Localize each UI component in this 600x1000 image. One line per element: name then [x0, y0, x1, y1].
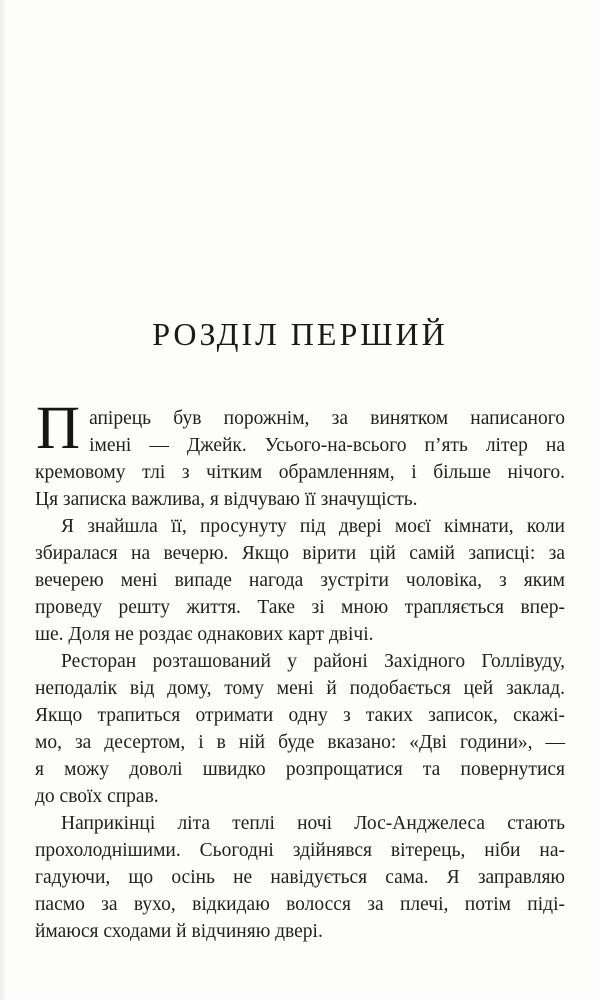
text-line: ше. Доля не роздає однакових карт двічі. — [35, 624, 374, 645]
body-text — [35, 395, 565, 945]
chapter-title: РОЗДІЛ ПЕРШИЙ — [152, 316, 448, 352]
text-line: Ця записка важлива, я відчуваю її значущість. — [35, 489, 418, 510]
text-line: кремовому тлі з чітким обрамленням, і більше нічого. — [35, 462, 565, 483]
paragraph-3 — [35, 648, 565, 810]
text-line: гадуючи, що осінь не навідується сама. Я заправляю — [35, 867, 565, 888]
text-line: вечерею мені випаде нагода зустріти чоловіка, з яким — [35, 570, 565, 591]
text-line: Якщо трапиться отримати одну з таких записок, скажі- — [35, 705, 565, 726]
paragraph-4 — [35, 810, 565, 945]
scan-edge-shadow — [0, 0, 7, 1000]
text-line: проведу решту життя. Таке зі мною трапляється впер- — [35, 597, 565, 618]
text-line: мо, за десертом, і в ній буде вказано: «Дві години», — — [35, 732, 565, 753]
text-line: до своїх справ. — [35, 786, 159, 807]
text-line: пасмо за вухо, відкидаю волосся за плечі, потім піді- — [35, 894, 565, 915]
paragraph-1 — [35, 395, 565, 513]
text-line: імені — Джейк. Усього-на-всього п’ять літер на — [89, 435, 565, 456]
text-line: Ресторан розташований у районі Західного Голлівуду, — [61, 651, 565, 672]
text-line: апірець був порожнім, за винятком написаного — [89, 408, 565, 429]
text-line: неподалік від дому, тому мені й подобається цей заклад. — [35, 678, 565, 699]
text-line: Наприкінці літа теплі ночі Лос-Анджелеса стають — [61, 813, 565, 834]
dropcap-letter: П — [36, 395, 81, 462]
text-line: ймаюся сходами й відчиняю двері. — [35, 921, 323, 942]
paragraph-2 — [35, 513, 565, 648]
text-line: Я знайшла її, просунуту під двері моєї кімнати, коли — [61, 516, 565, 537]
text-line: збиралася на вечерю. Якщо вірити цій самій записці: за — [35, 543, 565, 564]
text-line: я можу доволі швидко розпрощатися та повернутися — [35, 759, 565, 780]
text-line: прохолоднішими. Сьогодні здійнявся вітерець, ніби на- — [35, 840, 565, 861]
